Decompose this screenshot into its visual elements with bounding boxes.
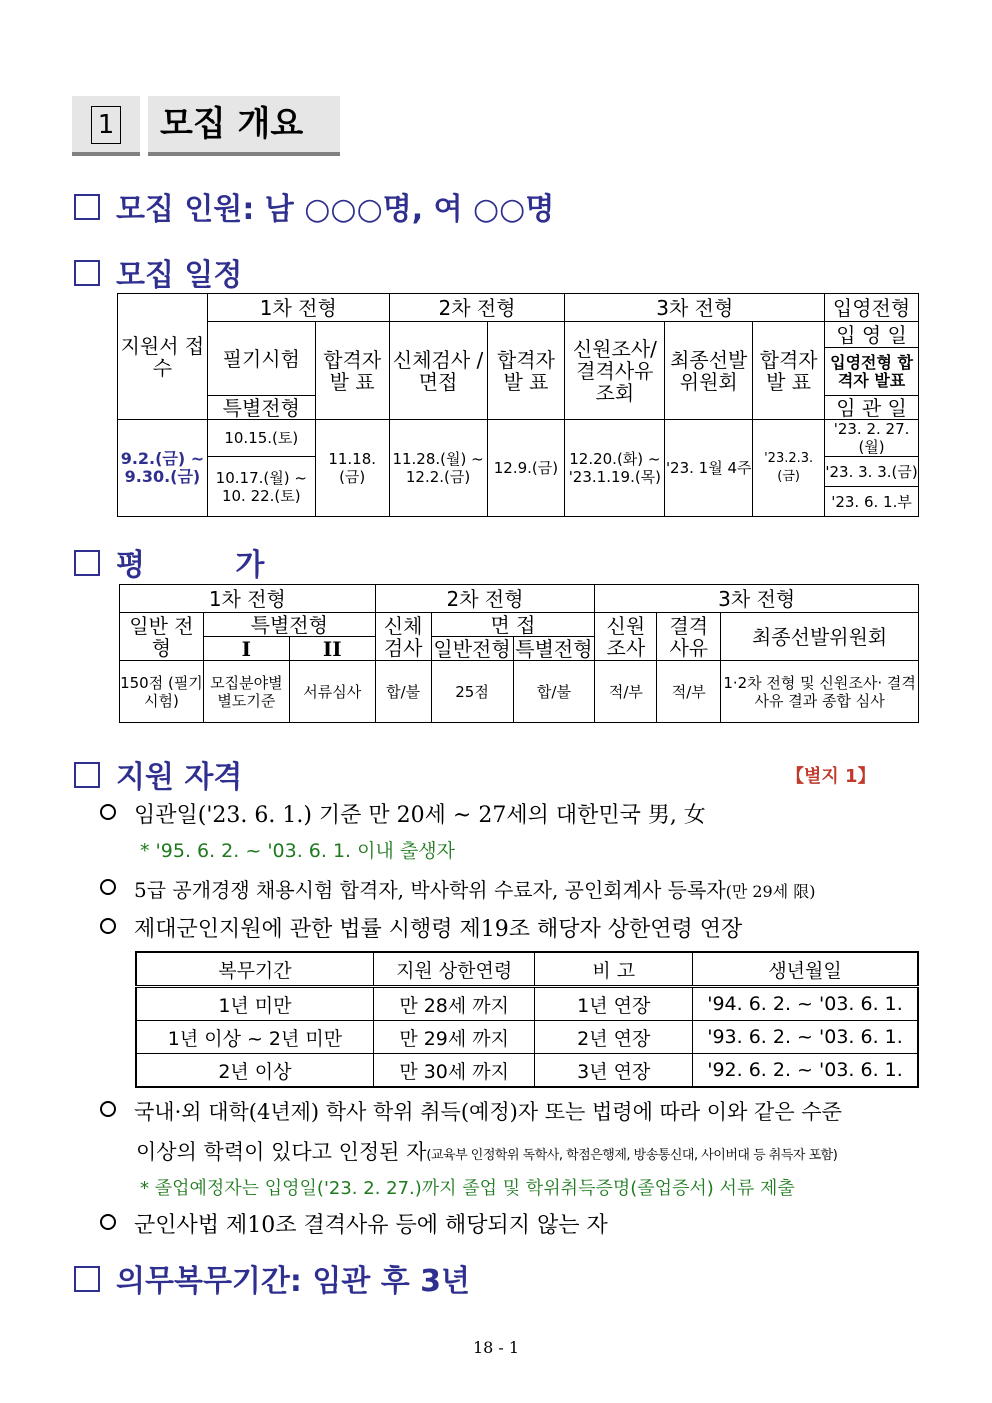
qualification-item-disqualification (100, 1208, 608, 1239)
pass2-header: 합격자 발 표 (487, 322, 565, 420)
written-date: 10.15.(토) (207, 420, 315, 457)
committee-date: '23. 1월 4주 (665, 420, 753, 517)
special-date: 10.17.(월) ~ 10. 22.(토) (207, 457, 315, 517)
eval-int-general-header: 일반전형 (431, 637, 513, 661)
entry-pass-date: '23. 3. 3.(금) (825, 457, 919, 487)
pass3-header: 합격자 발 표 (753, 322, 825, 420)
special-header: 특별전형 (207, 396, 315, 420)
eval-committee-header: 최종선발위원회 (721, 613, 919, 661)
schedule-label: 모집 일정 (116, 258, 243, 293)
stage3-header: 3차 전형 (565, 294, 825, 322)
qualification-item-age (100, 798, 706, 829)
table-cell: 만 28세 까지 (373, 987, 535, 1021)
recruit-heading (74, 184, 554, 228)
square-bullet-icon (74, 762, 100, 788)
pass1-header: 합격자 발 표 (315, 322, 389, 420)
qualification-degree-line2 (136, 1136, 837, 1166)
table-row (136, 1021, 918, 1054)
eval-background-value: 적/부 (595, 661, 657, 723)
eval-physical-value: 합/불 (375, 661, 431, 723)
recruit-label: 모집 인원: 남 ○○○명, 여 ○○명 (116, 192, 555, 227)
qualification-heading (74, 752, 242, 796)
qualification-age-text: 임관일('23. 6. 1.) 기준 만 20세 ~ 27세의 대한민국 男, 女 (134, 803, 706, 828)
eval-int-general-value: 25점 (431, 661, 513, 723)
table-cell: 2년 이상 (136, 1054, 373, 1088)
pass1-date: 11.18.(금) (315, 420, 389, 517)
schedule-heading (74, 250, 242, 294)
pass3-date: '23.2.3.(금) (753, 420, 825, 517)
page-title: 모집 개요 (148, 96, 340, 156)
age-table-header: 지원 상한연령 (373, 952, 535, 987)
table-cell: 2년 연장 (535, 1021, 693, 1054)
qualification-item-exam (100, 874, 816, 903)
annex-label: 【별지 1】 (786, 766, 876, 787)
entry-header: 입영전형 (825, 294, 919, 322)
apply-header: 지원서 접 수 (118, 294, 208, 420)
graduation-note: * 졸업예정자는 입영일('23. 2. 27.)까지 졸업 및 학위취득증명(졸업증서) 서류 제출 (140, 1178, 795, 1199)
qualification-exam-text: 5급 공개경쟁 채용시험 합격자, 박사학위 수료자, 공인회계사 등록자 (134, 878, 726, 902)
stage2-header: 2차 전형 (389, 294, 565, 322)
square-bullet-icon (74, 194, 100, 220)
eval-disq-header: 결격 사유 (657, 613, 721, 661)
birth-range-note: * '95. 6. 2. ~ '03. 6. 1. 이내 출생자 (140, 840, 455, 862)
evaluation-table (119, 584, 919, 723)
eval-special-II-value: 서류심사 (289, 661, 375, 723)
eval-special-II-header: II (289, 637, 375, 661)
qualification-item-degree (100, 1096, 842, 1126)
entry-day-header: 입 영 일 (825, 322, 919, 348)
eval-stage2-header: 2차 전형 (375, 585, 595, 613)
circle-bullet-icon (100, 879, 116, 895)
square-bullet-icon (74, 1266, 100, 1292)
table-cell: 만 30세 까지 (373, 1054, 535, 1088)
qualification-label: 지원 자격 (116, 760, 243, 795)
eval-stage1-header: 1차 전형 (120, 585, 376, 613)
age-table-header: 비 고 (535, 952, 693, 987)
eval-general-value: 150점 (필기시험) (120, 661, 204, 723)
eval-int-special-value: 합/불 (513, 661, 595, 723)
section-number-box (72, 96, 140, 156)
entry-day-date: '23. 2. 27.(월) (825, 420, 919, 457)
eval-special-I-header: I (203, 637, 289, 661)
table-row (136, 987, 918, 1021)
physical-header: 신체검사 /면접 (389, 322, 487, 420)
eval-special-header: 특별전형 (203, 613, 375, 637)
schedule-table (117, 293, 919, 517)
age-table-header: 복무기간 (136, 952, 373, 987)
eval-background-header: 신원 조사 (595, 613, 657, 661)
background-date: 12.20.(화) ~ '23.1.19.(목) (565, 420, 665, 517)
circle-bullet-icon (100, 918, 116, 934)
evaluation-heading (74, 540, 304, 584)
table-cell: 1년 미만 (136, 987, 373, 1021)
eval-stage3-header: 3차 전형 (595, 585, 919, 613)
eval-committee-value: 1·2차 전형 및 신원조사· 결격사유 결과 종합 심사 (721, 661, 919, 723)
table-cell: 만 29세 까지 (373, 1021, 535, 1054)
commission-date: '23. 6. 1.부 (825, 487, 919, 517)
page-number: 18 - 1 (472, 1338, 520, 1357)
table-cell: 1년 이상 ~ 2년 미만 (136, 1021, 373, 1054)
section-number: 1 (91, 106, 121, 144)
age-table-header: 생년월일 (693, 952, 918, 987)
duty-heading (74, 1256, 470, 1300)
table-cell: 3년 연장 (535, 1054, 693, 1088)
eval-special-I-value: 모집분야별 별도기준 (203, 661, 289, 723)
qualification-degree-note: (교육부 인정학위 독학사, 학점은행제, 방송통신대, 사이버대 등 취득자 포함) (426, 1148, 838, 1163)
table-cell: '94. 6. 2. ~ '03. 6. 1. (693, 987, 918, 1021)
eval-interview-header: 면 접 (431, 613, 595, 637)
circle-bullet-icon (100, 1214, 116, 1230)
qualification-item-veteran (100, 912, 742, 943)
apply-date: 9.2.(금) ~ 9.30.(금) (118, 420, 208, 517)
background-header: 신원조사/ 결격사유 조회 (565, 322, 665, 420)
age-extension-table (135, 951, 919, 1088)
table-cell: 1년 연장 (535, 987, 693, 1021)
qualification-veteran-text: 제대군인지원에 관한 법률 시행령 제19조 해당자 상한연령 연장 (134, 917, 743, 942)
qualification-degree-text: 국내·외 대학(4년제) 학사 학위 취득(예정)자 또는 법령에 따라 이와 같은 수준 (134, 1100, 842, 1124)
eval-int-special-header: 특별전형 (513, 637, 595, 661)
commission-header: 임 관 일 (825, 396, 919, 420)
written-header: 필기시험 (207, 322, 315, 396)
pass2-date: 12.9.(금) (487, 420, 565, 517)
duty-label: 의무복무기간: 임관 후 3년 (116, 1264, 471, 1299)
eval-general-header: 일반 전형 (120, 613, 204, 661)
circle-bullet-icon (100, 1101, 116, 1117)
stage1-header: 1차 전형 (207, 294, 389, 322)
square-bullet-icon (74, 260, 100, 286)
eval-physical-header: 신체 검사 (375, 613, 431, 661)
qualification-exam-note: (만 29세 限) (725, 882, 816, 901)
eval-disq-value: 적/부 (657, 661, 721, 723)
table-row (136, 1054, 918, 1088)
circle-bullet-icon (100, 804, 116, 820)
square-bullet-icon (74, 550, 100, 576)
committee-header: 최종선발 위원회 (665, 322, 753, 420)
table-cell: '93. 6. 2. ~ '03. 6. 1. (693, 1021, 918, 1054)
entry-pass-header: 입영전형 합격자 발표 (825, 348, 919, 396)
table-cell: '92. 6. 2. ~ '03. 6. 1. (693, 1054, 918, 1088)
physical-date: 11.28.(월) ~ 12.2.(금) (389, 420, 487, 517)
qualification-disq-text: 군인사법 제10조 결격사유 등에 해당되지 않는 자 (134, 1213, 608, 1238)
qualification-degree-text2: 이상의 학력이 있다고 인정된 자 (136, 1140, 427, 1164)
evaluation-label: 평 가 (116, 548, 305, 583)
